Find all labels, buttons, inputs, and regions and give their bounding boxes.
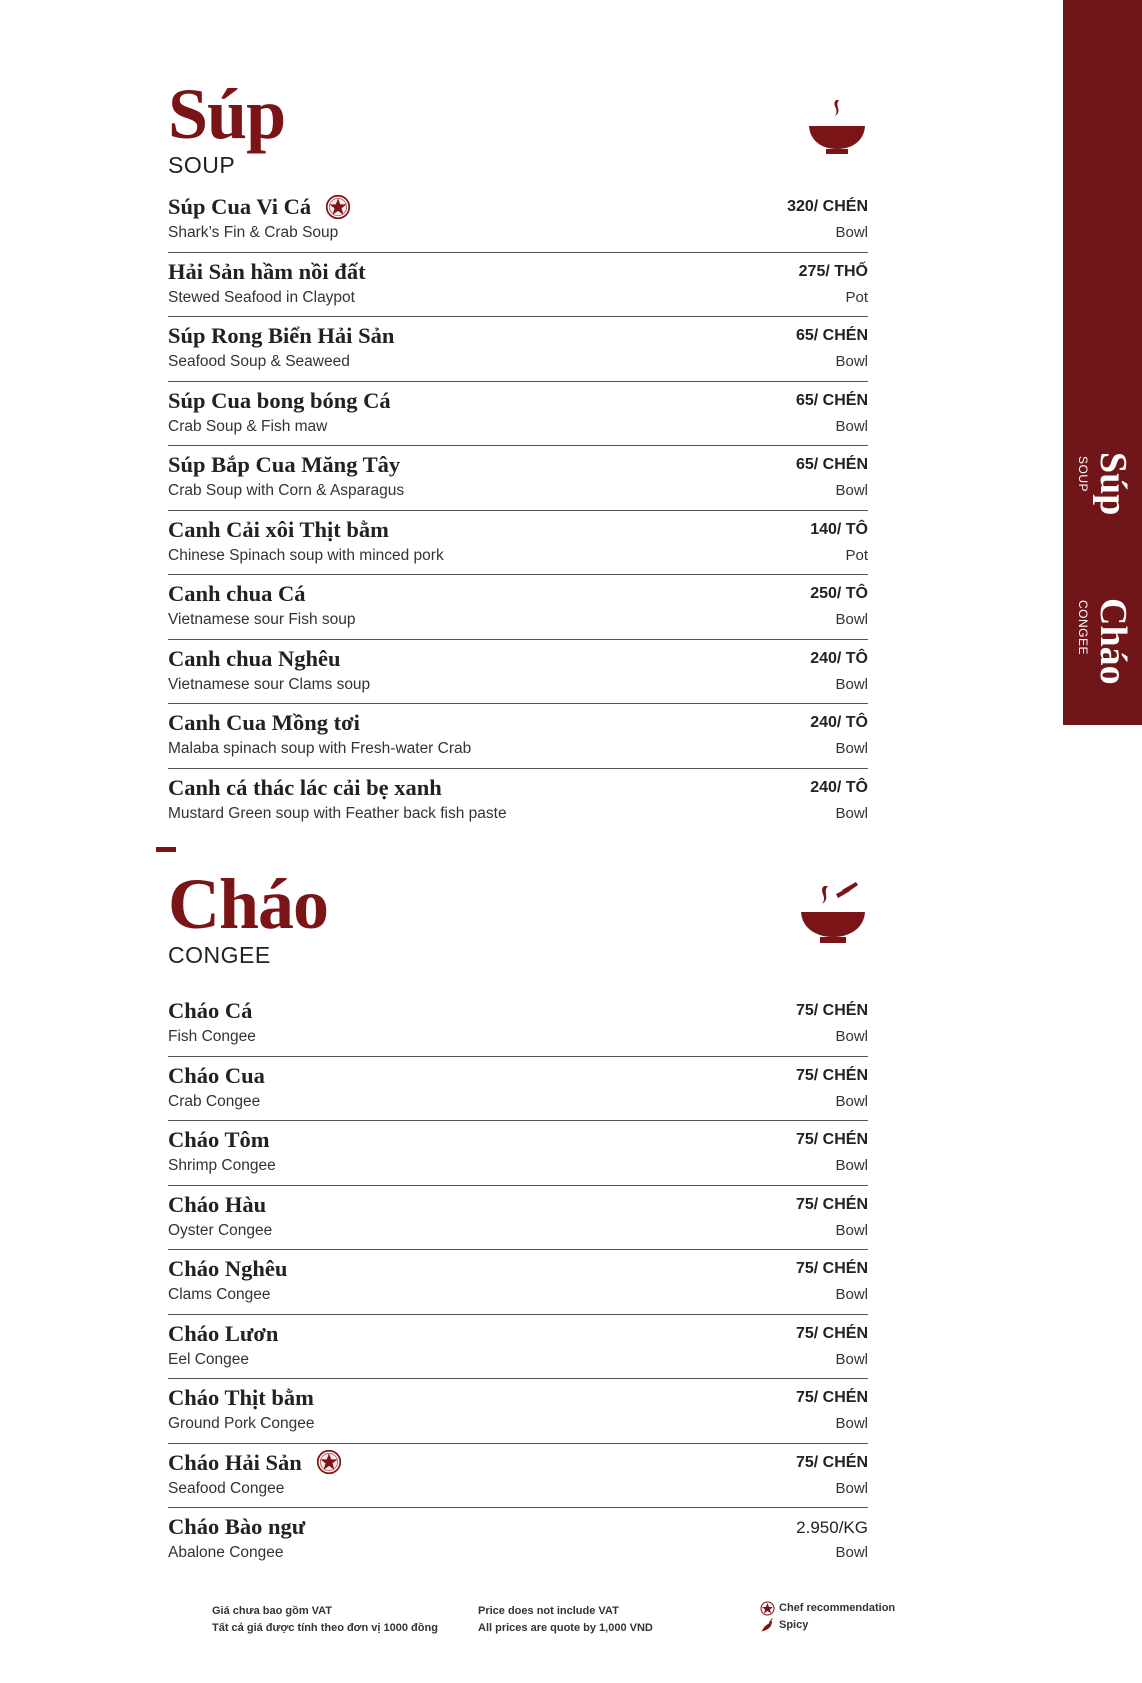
- item-unit: Bowl: [835, 1286, 868, 1303]
- item-name: Súp Bắp Cua Măng Tây: [168, 452, 401, 477]
- item-name: Cháo Bào ngư: [168, 1514, 306, 1539]
- section-sidebar: [1063, 0, 1142, 725]
- item-name: Súp Rong Biển Hải Sản: [168, 323, 395, 348]
- item-name: Cháo Cua: [168, 1062, 265, 1088]
- item-price: 2.950/KG: [796, 1518, 868, 1537]
- item-price: 240/ TÔ: [810, 649, 868, 667]
- item-english-name: Seafood Congee: [168, 1479, 285, 1497]
- sidebar-soup-sub: SOUP: [1076, 456, 1090, 493]
- item-english-name: Clams Congee: [168, 1286, 271, 1303]
- item-unit: Bowl: [835, 482, 868, 499]
- sidebar-congee-title[interactable]: Cháo: [1092, 598, 1134, 685]
- item-name: Canh chua Nghêu: [168, 645, 341, 671]
- item-unit: Bowl: [835, 224, 868, 241]
- item-price: 75/ CHÉN: [795, 1324, 868, 1342]
- item-english-name: Eel Congee: [168, 1350, 250, 1368]
- item-name: Súp Cua bong bóng Cá: [168, 387, 391, 413]
- congee-subtitle: CONGEE: [168, 942, 271, 968]
- chili-icon: [760, 1618, 775, 1633]
- soup-bowl-icon: [806, 96, 868, 156]
- item-unit: Bowl: [835, 353, 868, 370]
- menu-item: [168, 253, 868, 318]
- menu-item: [168, 1057, 868, 1122]
- item-unit: Bowl: [835, 740, 868, 757]
- item-name: Canh Cải xôi Thịt bằm: [168, 516, 389, 542]
- menu-item: [168, 382, 868, 447]
- item-unit: Bowl: [835, 1221, 868, 1239]
- menu-item: [168, 446, 868, 511]
- item-english-name: Seafood Soup & Seaweed: [168, 353, 350, 370]
- footer-vn-line1: Giá chưa bao gồm VAT: [212, 1605, 333, 1617]
- menu-item: [168, 704, 868, 769]
- item-name: Cháo Thịt bằm: [168, 1385, 314, 1410]
- item-name: Cháo Nghêu: [168, 1256, 288, 1281]
- item-price: 320/ CHÉN: [787, 198, 868, 215]
- menu-item: [168, 511, 868, 576]
- item-price: 75/ CHÉN: [795, 1389, 868, 1406]
- item-english-name: Chinese Spinach soup with minced pork: [168, 546, 444, 564]
- item-unit: Bowl: [835, 1544, 868, 1561]
- sidebar-soup-title[interactable]: Súp: [1092, 452, 1134, 516]
- menu-item: [168, 769, 868, 834]
- item-unit: Bowl: [835, 1028, 868, 1045]
- item-unit: Bowl: [835, 1415, 868, 1432]
- item-unit: Bowl: [835, 675, 868, 693]
- section-divider: [156, 847, 176, 852]
- menu-item: [168, 1250, 868, 1315]
- item-english-name: Vietnamese sour Clams soup: [168, 675, 371, 693]
- menu-item: [168, 1121, 868, 1186]
- item-price: 275/ THỐ: [798, 262, 868, 280]
- item-english-name: Oyster Congee: [168, 1221, 273, 1239]
- item-unit: Bowl: [835, 1157, 868, 1174]
- item-english-name: Mustard Green soup with Feather back fish paste: [168, 804, 507, 822]
- sidebar-congee-sub: CONGEE: [1076, 600, 1090, 656]
- soup-title: Súp: [168, 74, 286, 154]
- item-price: 140/ TÔ: [810, 520, 868, 538]
- footer-en-line2: All prices are quote by 1,000 VND: [478, 1622, 653, 1634]
- item-price: 75/ CHÉN: [795, 1195, 868, 1213]
- item-name: Cháo Lươn: [168, 1320, 279, 1346]
- item-english-name: Crab Soup & Fish maw: [168, 417, 328, 435]
- item-english-name: Shrimp Congee: [168, 1157, 276, 1174]
- item-price: 65/ CHÉN: [795, 391, 868, 409]
- item-english-name: Stewed Seafood in Claypot: [168, 288, 355, 306]
- item-english-name: Crab Soup with Corn & Asparagus: [168, 482, 405, 499]
- item-name: Canh cá thác lác cải bẹ xanh: [168, 774, 442, 800]
- footer-vn-line2: Tất cả giá được tính theo đơn vị 1000 đồng: [212, 1622, 438, 1634]
- item-unit: Pot: [845, 546, 868, 564]
- item-price: 75/ CHÉN: [795, 1066, 868, 1084]
- soup-subtitle: SOUP: [168, 152, 236, 178]
- item-english-name: Shark’s Fin & Crab Soup: [168, 224, 339, 241]
- item-unit: Bowl: [835, 417, 868, 435]
- item-price: 75/ CHÉN: [795, 1453, 868, 1471]
- item-unit: Bowl: [835, 804, 868, 822]
- item-unit: Bowl: [835, 1350, 868, 1368]
- legend-chef-label: Chef recommendation: [779, 1602, 896, 1614]
- item-name: Cháo Cá: [168, 998, 253, 1023]
- footer-en-note: [478, 1603, 653, 1637]
- item-price: 65/ CHÉN: [795, 456, 868, 473]
- item-price: 75/ CHÉN: [795, 1002, 868, 1019]
- item-english-name: Crab Congee: [168, 1092, 261, 1110]
- item-price: 240/ TÔ: [810, 714, 868, 731]
- legend-spicy-label: Spicy: [779, 1619, 809, 1631]
- congee-bowl-icon: [798, 880, 868, 946]
- item-name: Hải Sản hầm nồi đất: [168, 258, 366, 284]
- item-price: 240/ TÔ: [810, 778, 868, 796]
- soup-menu-list: [168, 188, 868, 833]
- item-english-name: Malaba spinach soup with Fresh-water Crab: [168, 740, 472, 757]
- item-name: Cháo Hàu: [168, 1191, 267, 1217]
- footer-en-line1: Price does not include VAT: [478, 1605, 619, 1617]
- menu-item: [168, 1508, 868, 1573]
- item-name: Cháo Hải Sản: [168, 1450, 342, 1476]
- item-unit: Bowl: [835, 1092, 868, 1110]
- chef-recommendation-icon: [316, 1449, 342, 1475]
- footer-legend: [760, 1600, 895, 1634]
- menu-item: [168, 1444, 868, 1509]
- menu-item: [168, 1379, 868, 1444]
- congee-menu-list: [168, 992, 868, 1573]
- item-price: 75/ CHÉN: [795, 1260, 868, 1277]
- menu-item: [168, 1186, 868, 1251]
- menu-item: [168, 575, 868, 640]
- item-english-name: Ground Pork Congee: [168, 1415, 315, 1432]
- congee-section: [168, 864, 868, 1568]
- chef-recommendation-icon: [325, 194, 351, 220]
- item-name: Súp Cua Vi Cá: [168, 194, 351, 220]
- item-english-name: Vietnamese sour Fish soup: [168, 611, 356, 628]
- item-name: Canh Cua Mồng tơi: [168, 710, 360, 735]
- menu-item: [168, 1315, 868, 1380]
- item-name: Cháo Tôm: [168, 1127, 270, 1152]
- menu-item: [168, 640, 868, 705]
- item-price: 250/ TÔ: [810, 585, 868, 602]
- item-price: 75/ CHÉN: [795, 1131, 868, 1148]
- item-english-name: Fish Congee: [168, 1028, 256, 1045]
- congee-title: Cháo: [168, 864, 329, 944]
- item-name: Canh chua Cá: [168, 581, 306, 606]
- chef-recommendation-icon: [760, 1601, 775, 1616]
- item-unit: Bowl: [835, 611, 868, 628]
- menu-item: [168, 992, 868, 1057]
- menu-item: [168, 317, 868, 382]
- soup-section: [168, 74, 868, 838]
- item-english-name: Abalone Congee: [168, 1544, 284, 1561]
- item-price: 65/ CHÉN: [795, 327, 868, 344]
- item-unit: Pot: [845, 288, 868, 306]
- item-unit: Bowl: [835, 1479, 868, 1497]
- footer-vn-note: [212, 1603, 438, 1637]
- menu-item: [168, 188, 868, 253]
